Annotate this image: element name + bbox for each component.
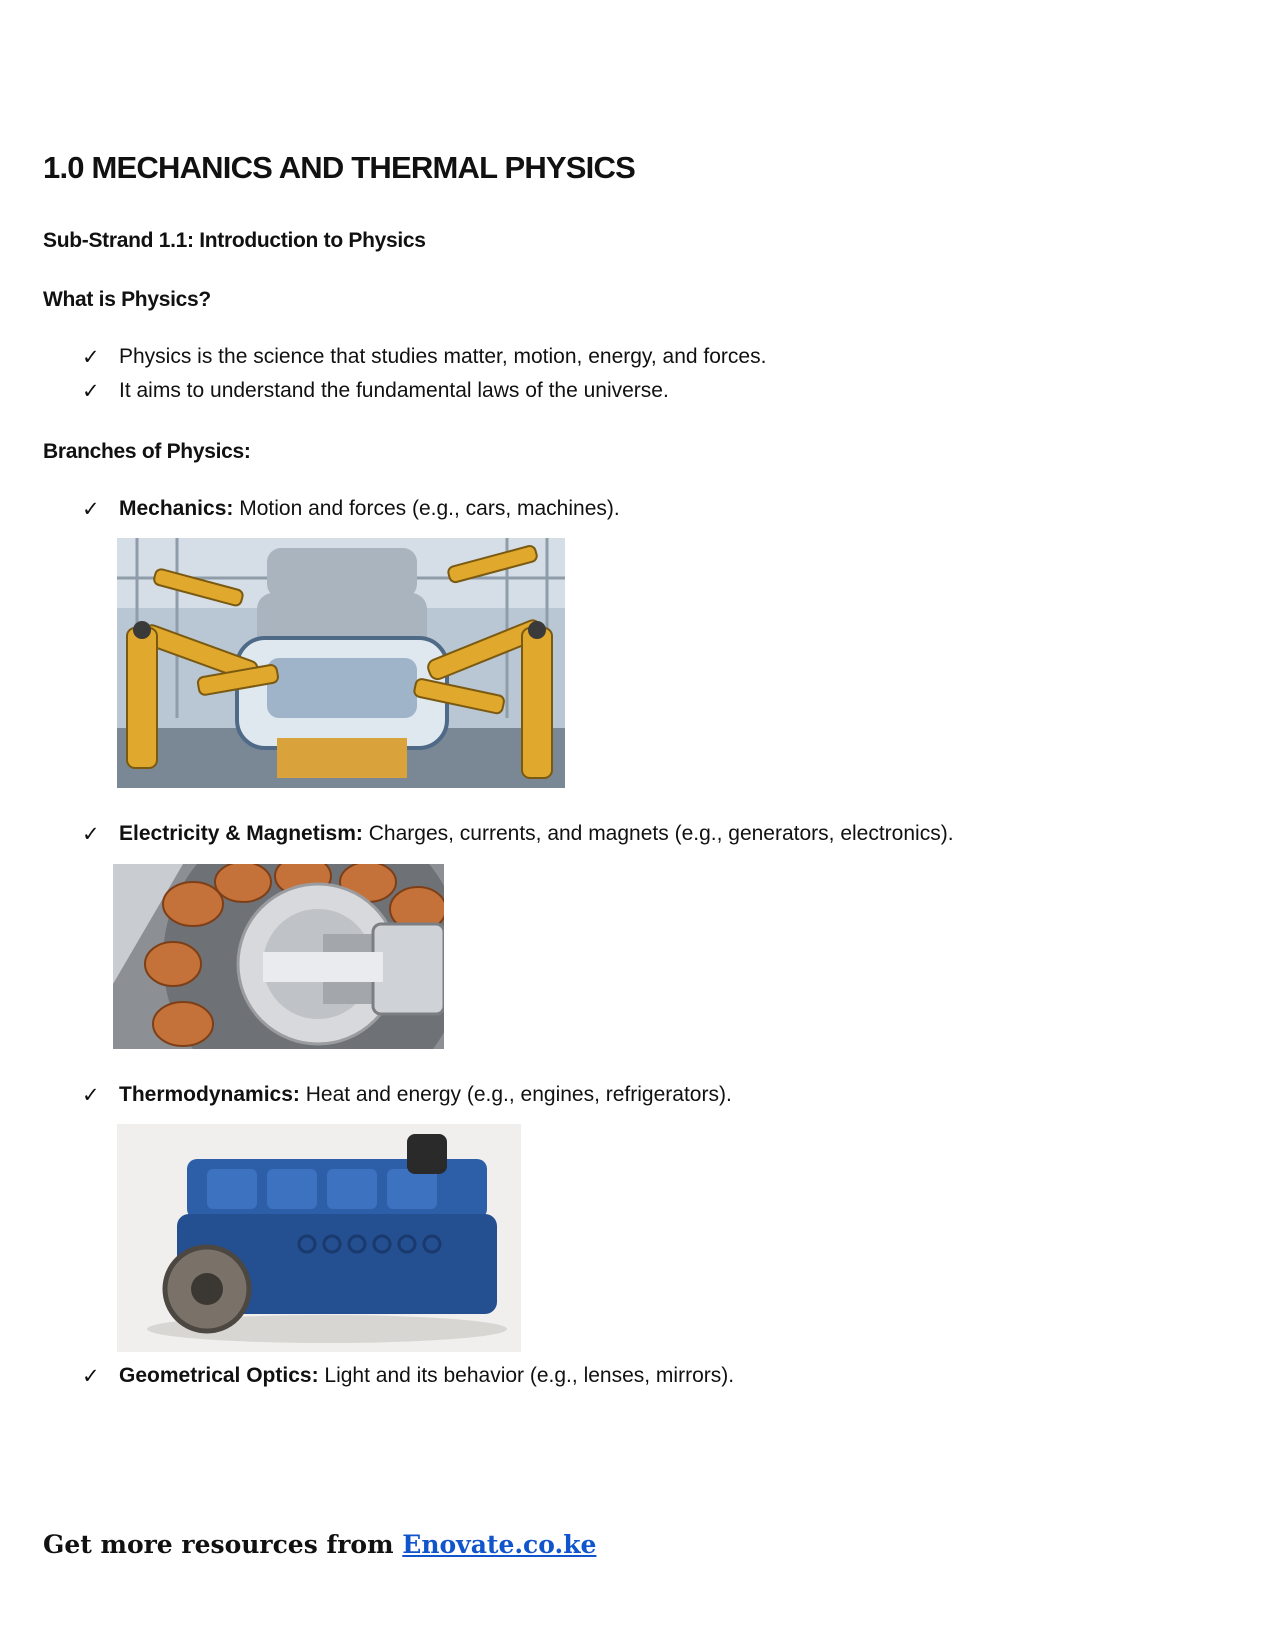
branch-description: Light and its behavior (e.g., lenses, mirrors). <box>324 1364 735 1387</box>
check-icon: ✓ <box>82 346 100 369</box>
footer-text: Get more resources from <box>43 1530 403 1559</box>
electric-motor-image <box>113 864 444 1049</box>
list-item-text: Physics is the science that studies matter, motion, energy, and forces. <box>119 345 767 368</box>
check-icon: ✓ <box>82 1365 100 1388</box>
branch-text <box>119 822 954 846</box>
branch-text <box>119 1364 734 1388</box>
engine-image <box>117 1124 521 1352</box>
branch-term: Mechanics: <box>119 497 234 520</box>
list-item-text: It aims to understand the fundamental laws of the universe. <box>119 379 669 402</box>
sub-strand-heading: Sub-Strand 1.1: Introduction to Physics <box>43 229 426 252</box>
check-icon: ✓ <box>82 1084 100 1107</box>
branch-description: Heat and energy (e.g., engines, refrigerators). <box>305 1083 732 1106</box>
branch-text <box>119 1083 732 1107</box>
branch-term: Thermodynamics: <box>119 1083 300 1106</box>
branch-text <box>119 497 620 521</box>
branch-description: Motion and forces (e.g., cars, machines). <box>239 497 620 520</box>
check-icon: ✓ <box>82 498 100 521</box>
check-icon: ✓ <box>82 823 100 846</box>
branch-description: Charges, currents, and magnets (e.g., generators, electronics). <box>368 822 954 845</box>
what-is-physics-heading: What is Physics? <box>43 288 211 311</box>
branches-heading: Branches of Physics: <box>43 440 251 463</box>
enovate-link[interactable]: Enovate.co.ke <box>402 1530 597 1559</box>
car-assembly-robots-image <box>117 538 565 788</box>
footer <box>43 1530 596 1559</box>
branch-term: Geometrical Optics: <box>119 1364 319 1387</box>
page-title: 1.0 MECHANICS AND THERMAL PHYSICS <box>43 150 635 185</box>
branch-term: Electricity & Magnetism: <box>119 822 363 845</box>
check-icon: ✓ <box>82 380 100 403</box>
